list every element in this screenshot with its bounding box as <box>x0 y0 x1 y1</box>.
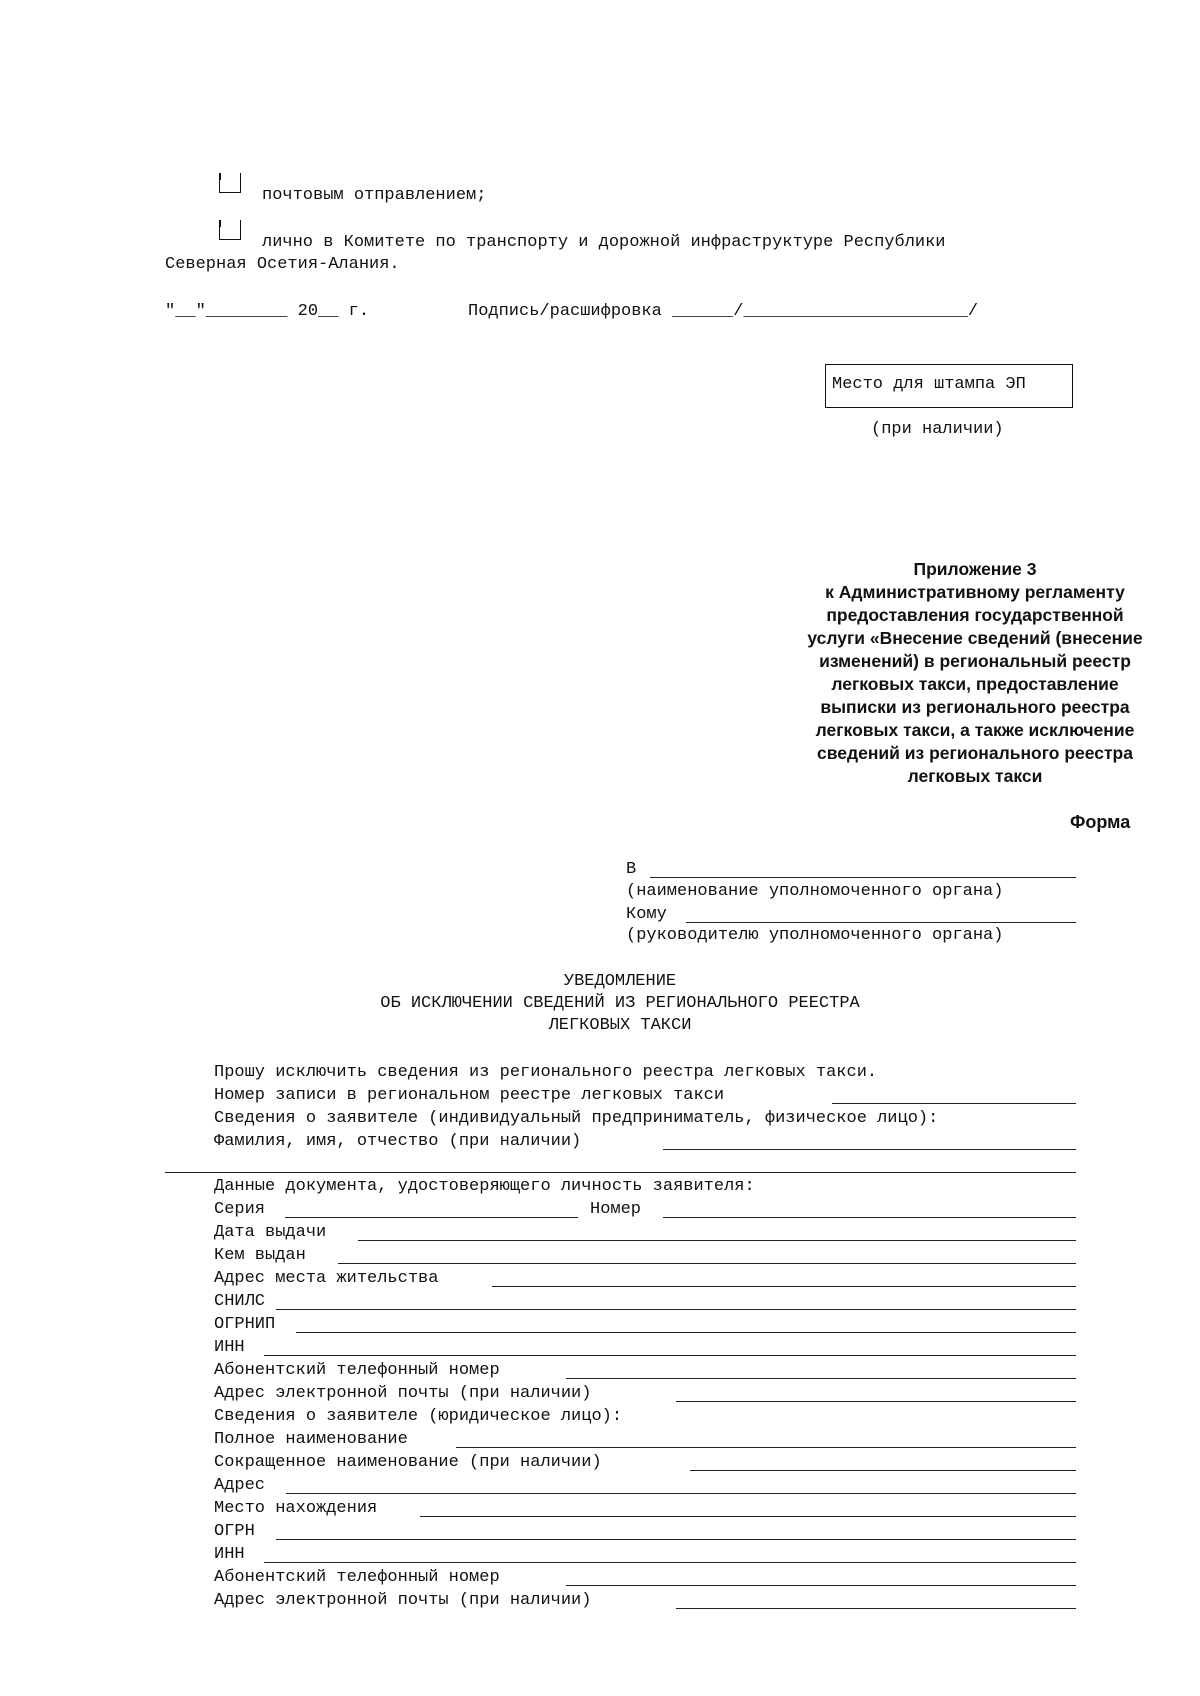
appendix-line: сведений из регионального реестра <box>817 743 1133 763</box>
appendix-line: Приложение 3 <box>913 559 1037 579</box>
title-line2: ОБ ИСКЛЮЧЕНИИ СВЕДЕНИЙ ИЗ РЕГИОНАЛЬНОГО РЕЕСТРА <box>380 994 860 1013</box>
email2-line[interactable] <box>676 1608 1076 1609</box>
location-line[interactable] <box>420 1516 1076 1517</box>
full-org-name-line[interactable] <box>456 1447 1076 1448</box>
stamp-label: Место для штампа ЭП <box>832 375 1026 394</box>
snils-line[interactable] <box>276 1309 1076 1310</box>
postal-checkbox[interactable] <box>219 173 241 193</box>
phone-label: Абонентский телефонный номер <box>214 1361 500 1380</box>
inn2-line[interactable] <box>264 1562 1076 1563</box>
appendix-line: изменений) в региональный реестр <box>819 651 1131 671</box>
form-label: Форма <box>1070 812 1131 832</box>
email2-label: Адрес электронной почты (при наличии) <box>214 1591 592 1610</box>
address-label: Адрес <box>214 1476 266 1495</box>
to-prefix: В <box>626 860 637 879</box>
issue-date-line[interactable] <box>358 1240 1076 1241</box>
appendix-line: выписки из регионального реестра <box>820 697 1130 717</box>
number-label: Номер <box>590 1200 642 1219</box>
ogrn-line[interactable] <box>276 1539 1076 1540</box>
residence-label: Адрес места жительства <box>214 1269 439 1288</box>
phone2-label: Абонентский телефонный номер <box>214 1568 500 1587</box>
full-name-label: Фамилия, имя, отчество (при наличии) <box>214 1132 582 1151</box>
appendix-line: к Административному регламенту <box>825 582 1125 602</box>
number-line[interactable] <box>663 1217 1076 1218</box>
record-number-line[interactable] <box>832 1103 1076 1104</box>
ogrnip-label: ОГРНИП <box>214 1315 276 1334</box>
whom-prefix: Кому <box>626 905 667 924</box>
appendix-block <box>740 558 1200 788</box>
to-caption: (наименование уполномоченного органа) <box>626 882 1004 901</box>
whom-caption: (руководителю уполномоченного органа) <box>626 926 1004 945</box>
stamp-box <box>825 364 1073 408</box>
full-name-line[interactable] <box>663 1149 1076 1150</box>
short-org-name-line[interactable] <box>690 1470 1076 1471</box>
full-width-line[interactable] <box>165 1172 1076 1173</box>
appendix-line: легковых такси, а также исключение <box>815 720 1135 740</box>
inn-line[interactable] <box>264 1355 1076 1356</box>
request-text: Прошу исключить сведения из регионального реестра легковых такси. <box>214 1063 878 1082</box>
personal-label-line2: Северная Осетия-Алания. <box>165 255 400 274</box>
email-line[interactable] <box>676 1401 1076 1402</box>
appendix-line: легковых такси <box>907 766 1043 786</box>
personal-label-line1: лично в Комитете по транспорту и дорожной инфраструктуре Республики <box>262 233 946 252</box>
series-line[interactable] <box>285 1217 578 1218</box>
residence-line[interactable] <box>492 1286 1076 1287</box>
postal-label: почтовым отправлением; <box>262 186 487 205</box>
inn-label: ИНН <box>214 1338 245 1357</box>
address-line[interactable] <box>286 1493 1076 1494</box>
to-line[interactable] <box>650 877 1076 878</box>
location-label: Место нахождения <box>214 1499 378 1518</box>
record-number-label: Номер записи в региональном реестре легковых такси <box>214 1086 725 1105</box>
applicant-individual-label: Сведения о заявителе (индивидуальный предприниматель, физическое лицо): <box>214 1109 939 1128</box>
phone-line[interactable] <box>566 1378 1076 1379</box>
title-line1: УВЕДОМЛЕНИЕ <box>563 972 677 991</box>
snils-label: СНИЛС <box>214 1292 266 1311</box>
legal-header: Сведения о заявителе (юридическое лицо): <box>214 1407 623 1426</box>
appendix-line: легковых такси, предоставление <box>831 674 1119 694</box>
personal-checkbox[interactable] <box>219 220 241 240</box>
phone2-line[interactable] <box>566 1585 1076 1586</box>
email-label: Адрес электронной почты (при наличии) <box>214 1384 592 1403</box>
full-org-name-label: Полное наименование <box>214 1430 408 1449</box>
date-field: "__"________ 20__ г. <box>165 302 370 321</box>
issued-by-line[interactable] <box>338 1263 1076 1264</box>
series-label: Серия <box>214 1200 266 1219</box>
ogrnip-line[interactable] <box>296 1332 1076 1333</box>
inn2-label: ИНН <box>214 1545 245 1564</box>
short-org-name-label: Сокращенное наименование (при наличии) <box>214 1453 602 1472</box>
appendix-line: услуги «Внесение сведений (внесение <box>807 628 1143 648</box>
issue-date-label: Дата выдачи <box>214 1223 327 1242</box>
ogrn-label: ОГРН <box>214 1522 255 1541</box>
title-line3: ЛЕГКОВЫХ ТАКСИ <box>548 1016 692 1035</box>
stamp-note: (при наличии) <box>871 420 1004 439</box>
id-document-label: Данные документа, удостоверяющего личность заявителя: <box>214 1177 755 1196</box>
appendix-line: предоставления государственной <box>826 605 1124 625</box>
issued-by-label: Кем выдан <box>214 1246 306 1265</box>
signature-field: Подпись/расшифровка ______/______________________/ <box>468 302 979 321</box>
whom-line[interactable] <box>686 922 1076 923</box>
